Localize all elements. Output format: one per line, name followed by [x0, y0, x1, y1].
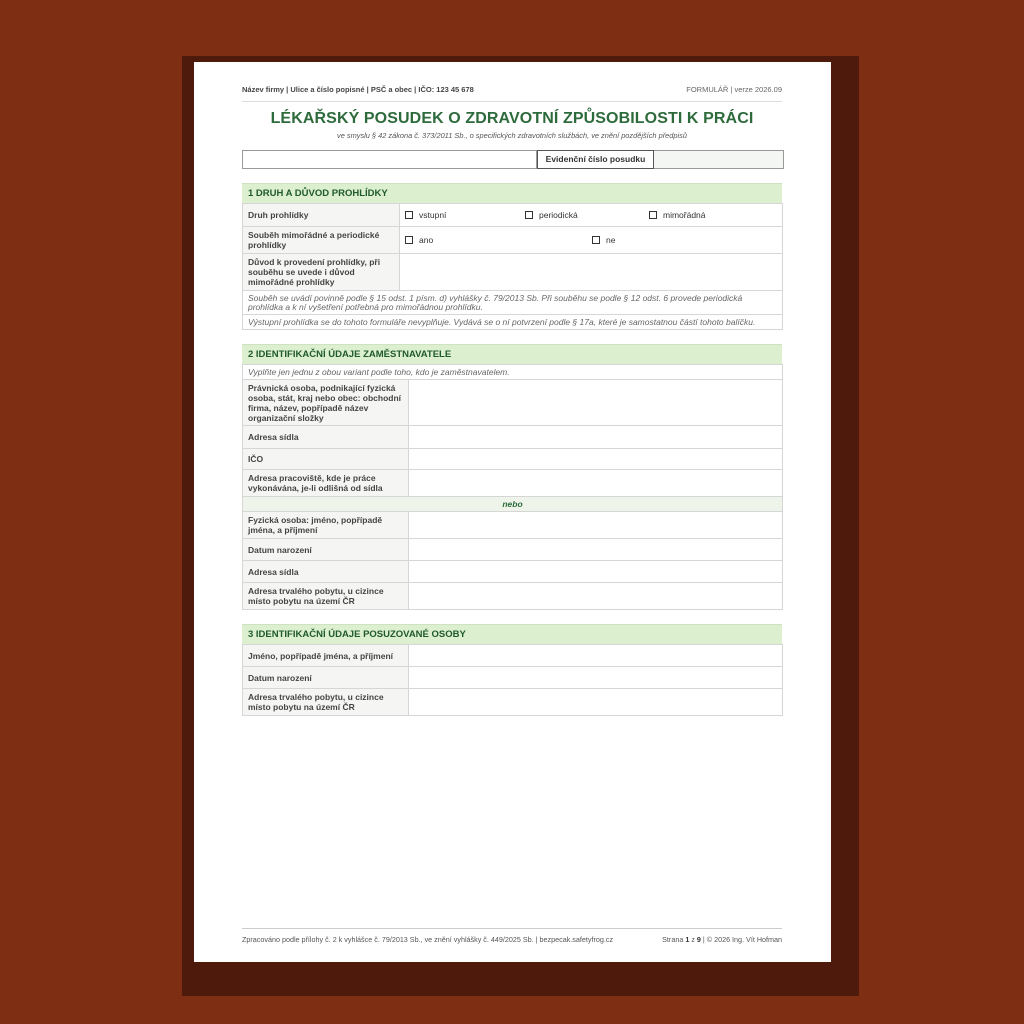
- druh-options: [400, 204, 783, 227]
- table-row: [243, 512, 783, 539]
- form-page: [194, 62, 831, 962]
- option-mimoradna[interactable]: mimořádná: [649, 210, 706, 220]
- footer-page-info: Strana 1 z 9 | © 2026 Ing. Vít Hofman: [662, 935, 782, 944]
- field-label: Datum narození: [243, 539, 409, 561]
- field-input[interactable]: [409, 380, 783, 426]
- table-row: [243, 426, 783, 449]
- option-periodicka[interactable]: periodická: [525, 210, 649, 220]
- option-ano[interactable]: ano: [405, 235, 592, 245]
- table-row: [243, 380, 783, 426]
- nebo-divider: nebo: [243, 497, 783, 512]
- section-2-title: 2 IDENTIFIKAČNÍ ÚDAJE ZAMĚSTNAVATELE: [242, 344, 782, 364]
- checkbox-icon[interactable]: [592, 236, 600, 244]
- field-label: Fyzická osoba: jméno, popřípadě jména, a příjmení: [243, 512, 409, 539]
- section-3-table: [242, 644, 783, 716]
- field-label: Adresa pracoviště, kde je práce vykonávána, je-li odlišná od sídla: [243, 470, 409, 497]
- section-2-note-row: [243, 365, 783, 380]
- vystupni-note: Výstupní prohlídka se do tohoto formuláře nevyplňuje. Vydává se o ní potvrzení podle § 17a, které je samostatnou částí tohoto balíčku.: [243, 315, 783, 330]
- table-row: [243, 470, 783, 497]
- footer-source: Zpracováno podle přílohy č. 2 k vyhlášce č. 79/2013 Sb., ve znění vyhlášky č. 449/2025 Sb. | bezpecak.safetyfrog.cz: [242, 935, 614, 944]
- field-label: Datum narození: [243, 667, 409, 689]
- form-version: FORMULÁŘ | verze 2026.09: [686, 85, 782, 94]
- duvod-field[interactable]: [400, 254, 783, 291]
- page-footer: [242, 928, 782, 948]
- company-info: Název firmy | Ulice a číslo popisné | PSČ a obec | IČO: 123 45 678: [242, 85, 474, 94]
- table-row: [243, 689, 783, 716]
- duvod-label: Důvod k provedení prohlídky, při souběhu se uvede i důvod mimořádné prohlídky: [243, 254, 400, 291]
- table-row: [243, 539, 783, 561]
- evidence-number-label: Evidenční číslo posudku: [537, 150, 654, 169]
- evidence-number-row: [242, 150, 784, 169]
- checkbox-icon[interactable]: [405, 236, 413, 244]
- evidence-blank: [243, 151, 537, 168]
- field-label: Adresa sídla: [243, 426, 409, 449]
- option-ne[interactable]: ne: [592, 235, 615, 245]
- field-label: Jméno, popřípadě jména, a příjmení: [243, 645, 409, 667]
- soubeh-label: Souběh mimořádné a periodické prohlídky: [243, 227, 400, 254]
- footer-copyright: | © 2026 Ing. Vít Hofman: [700, 935, 782, 944]
- table-row: [243, 645, 783, 667]
- soubeh-row: [243, 227, 783, 254]
- field-input[interactable]: [409, 561, 783, 583]
- field-label: Právnická osoba, podnikající fyzická osoba, stát, kraj nebo obec: obchodní firma, název, popřípadě název organizační složky: [243, 380, 409, 426]
- field-label: Adresa trvalého pobytu, u cizince místo pobytu na území ČR: [243, 583, 409, 610]
- nebo-row: [243, 497, 783, 512]
- page-total: 9: [696, 935, 701, 944]
- note-1-row: [243, 291, 783, 315]
- document-subtitle: ve smyslu § 42 zákona č. 373/2011 Sb., o specifických zdravotních službách, ve znění pozdějších předpisů: [337, 131, 687, 140]
- option-vstupni[interactable]: vstupní: [405, 210, 525, 220]
- field-input[interactable]: [409, 512, 783, 539]
- field-input[interactable]: [409, 689, 783, 716]
- duvod-row: [243, 254, 783, 291]
- page-current: 1: [685, 935, 690, 944]
- table-row: [243, 583, 783, 610]
- druh-row: [243, 204, 783, 227]
- section-3-title: 3 IDENTIFIKAČNÍ ÚDAJE POSUZOVANÉ OSOBY: [242, 624, 782, 644]
- field-input[interactable]: [409, 449, 783, 470]
- checkbox-icon[interactable]: [649, 211, 657, 219]
- table-row: [243, 449, 783, 470]
- section-2-table: [242, 364, 783, 610]
- section-2-note: Vyplňte jen jednu z obou variant podle toho, kdo je zaměstnavatelem.: [243, 365, 783, 380]
- soubeh-options: [400, 227, 783, 254]
- field-input[interactable]: [409, 645, 783, 667]
- checkbox-icon[interactable]: [405, 211, 413, 219]
- field-label: Adresa sídla: [243, 561, 409, 583]
- field-label: Adresa trvalého pobytu, u cizince místo pobytu na území ČR: [243, 689, 409, 716]
- section-1-table: [242, 203, 783, 330]
- field-input[interactable]: [409, 426, 783, 449]
- druh-label: Druh prohlídky: [243, 204, 400, 227]
- field-label: IČO: [243, 449, 409, 470]
- field-input[interactable]: [409, 667, 783, 689]
- field-input[interactable]: [409, 470, 783, 497]
- table-row: [243, 667, 783, 689]
- note-2-row: [243, 315, 783, 330]
- checkbox-icon[interactable]: [525, 211, 533, 219]
- soubeh-note: Souběh se uvádí povinně podle § 15 odst. 1 písm. d) vyhlášky č. 79/2013 Sb. Při souběhu se podle § 12 odst. 6 provede periodická prohlídka a k ní vyšetření potřebná pro mimořádnou prohlídku.: [243, 291, 783, 315]
- document-title: LÉKAŘSKÝ POSUDEK O ZDRAVOTNÍ ZPŮSOBILOSTI K PRÁCI: [270, 110, 754, 127]
- section-1-title: 1 DRUH A DŮVOD PROHLÍDKY: [242, 183, 782, 203]
- page-header: [242, 84, 782, 102]
- field-input[interactable]: [409, 583, 783, 610]
- table-row: [243, 561, 783, 583]
- field-input[interactable]: [409, 539, 783, 561]
